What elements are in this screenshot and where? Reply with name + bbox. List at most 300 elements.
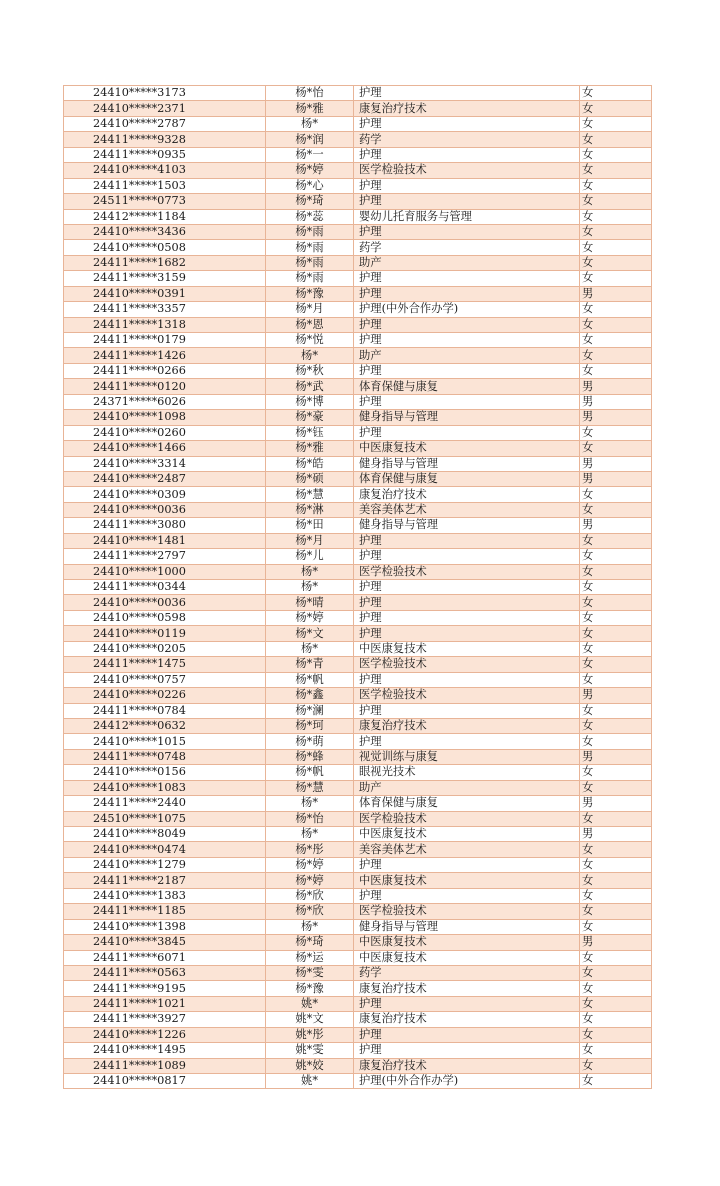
major-cell: 医学检验技术: [354, 811, 580, 826]
gender-cell: 女: [580, 549, 652, 564]
major-cell: 护理: [354, 580, 580, 595]
student-id-cell: 24410*****0391: [64, 286, 266, 301]
gender-cell: 女: [580, 965, 652, 980]
table-row: [64, 363, 652, 378]
major-cell: 护理: [354, 672, 580, 687]
table-row: [64, 595, 652, 610]
major-cell: 护理: [354, 425, 580, 440]
table-row: [64, 749, 652, 764]
student-id-cell: 24411*****0935: [64, 147, 266, 162]
major-cell: 护理: [354, 549, 580, 564]
student-id-cell: 24411*****1089: [64, 1058, 266, 1073]
student-name-cell: 杨*: [266, 564, 354, 579]
student-name-cell: 杨*婷: [266, 163, 354, 178]
student-name-cell: 杨*皓: [266, 456, 354, 471]
table-row: [64, 425, 652, 440]
major-cell: 药学: [354, 965, 580, 980]
student-name-cell: 杨*雨: [266, 255, 354, 270]
gender-cell: 女: [580, 487, 652, 502]
gender-cell: 女: [580, 194, 652, 209]
student-name-cell: 杨*淋: [266, 502, 354, 517]
student-name-cell: 杨*婷: [266, 610, 354, 625]
student-name-cell: 杨*帆: [266, 765, 354, 780]
student-name-cell: 杨*青: [266, 657, 354, 672]
table-row: [64, 672, 652, 687]
student-name-cell: 姚*姣: [266, 1058, 354, 1073]
student-name-cell: 杨*心: [266, 178, 354, 193]
major-cell: 康复治疗技术: [354, 1058, 580, 1073]
gender-cell: 女: [580, 1058, 652, 1073]
major-cell: 体育保健与康复: [354, 796, 580, 811]
table-row: [64, 1058, 652, 1073]
student-name-cell: 杨*田: [266, 518, 354, 533]
major-cell: 药学: [354, 240, 580, 255]
student-id-cell: 24411*****1682: [64, 255, 266, 270]
table-row: [64, 101, 652, 116]
gender-cell: 女: [580, 86, 652, 101]
gender-cell: 女: [580, 178, 652, 193]
student-name-cell: 杨*博: [266, 394, 354, 409]
gender-cell: 女: [580, 101, 652, 116]
student-name-cell: 杨*硕: [266, 471, 354, 486]
major-cell: 视觉训练与康复: [354, 749, 580, 764]
major-cell: 护理: [354, 888, 580, 903]
student-id-cell: 24410*****1000: [64, 564, 266, 579]
student-id-cell: 24411*****0344: [64, 580, 266, 595]
student-id-cell: 24411*****3159: [64, 271, 266, 286]
student-name-cell: 杨*雯: [266, 965, 354, 980]
student-id-cell: 24410*****3314: [64, 456, 266, 471]
table-row: [64, 1027, 652, 1042]
table-row: [64, 1074, 652, 1089]
student-name-cell: 杨*恩: [266, 317, 354, 332]
major-cell: 健身指导与管理: [354, 518, 580, 533]
table-row: [64, 302, 652, 317]
table-row: [64, 487, 652, 502]
table-row: [64, 827, 652, 842]
student-id-cell: 24411*****3080: [64, 518, 266, 533]
student-id-cell: 24410*****0260: [64, 425, 266, 440]
major-cell: 护理: [354, 610, 580, 625]
student-id-cell: 24411*****1185: [64, 904, 266, 919]
student-id-cell: 24411*****0179: [64, 333, 266, 348]
student-name-cell: 杨*鑫: [266, 688, 354, 703]
student-name-cell: 杨*慧: [266, 487, 354, 502]
table-row: [64, 163, 652, 178]
gender-cell: 男: [580, 410, 652, 425]
student-id-cell: 24411*****0266: [64, 363, 266, 378]
major-cell: 医学检验技术: [354, 657, 580, 672]
student-name-cell: 杨*雨: [266, 240, 354, 255]
student-id-cell: 24410*****1383: [64, 888, 266, 903]
table-row: [64, 271, 652, 286]
table-row: [64, 796, 652, 811]
major-cell: 护理: [354, 394, 580, 409]
student-list-table: [63, 85, 652, 1089]
major-cell: 护理: [354, 333, 580, 348]
gender-cell: 女: [580, 873, 652, 888]
table-row: [64, 1012, 652, 1027]
table-row: [64, 1043, 652, 1058]
table-row: [64, 780, 652, 795]
table-row: [64, 209, 652, 224]
major-cell: 助产: [354, 348, 580, 363]
student-id-cell: 24410*****1398: [64, 919, 266, 934]
table-row: [64, 178, 652, 193]
major-cell: 助产: [354, 780, 580, 795]
table-row: [64, 811, 652, 826]
table-row: [64, 718, 652, 733]
gender-cell: 女: [580, 363, 652, 378]
student-id-cell: 24411*****6071: [64, 950, 266, 965]
major-cell: 健身指导与管理: [354, 456, 580, 471]
gender-cell: 女: [580, 132, 652, 147]
student-name-cell: 杨*雅: [266, 441, 354, 456]
student-name-cell: 杨*豪: [266, 410, 354, 425]
gender-cell: 女: [580, 333, 652, 348]
student-id-cell: 24410*****1495: [64, 1043, 266, 1058]
student-name-cell: 杨*: [266, 580, 354, 595]
table-row: [64, 873, 652, 888]
student-name-cell: 杨*: [266, 348, 354, 363]
student-name-cell: 杨*雅: [266, 101, 354, 116]
major-cell: 中医康复技术: [354, 827, 580, 842]
gender-cell: 女: [580, 703, 652, 718]
gender-cell: 女: [580, 580, 652, 595]
student-id-cell: 24411*****1318: [64, 317, 266, 332]
student-name-cell: 杨*钰: [266, 425, 354, 440]
table-row: [64, 194, 652, 209]
major-cell: 康复治疗技术: [354, 101, 580, 116]
gender-cell: 男: [580, 394, 652, 409]
major-cell: 康复治疗技术: [354, 718, 580, 733]
student-id-cell: 24411*****9328: [64, 132, 266, 147]
student-name-cell: 杨*婷: [266, 873, 354, 888]
gender-cell: 男: [580, 379, 652, 394]
student-id-cell: 24411*****1475: [64, 657, 266, 672]
table-row: [64, 132, 652, 147]
table-row: [64, 317, 652, 332]
student-name-cell: 杨*澜: [266, 703, 354, 718]
gender-cell: 女: [580, 919, 652, 934]
gender-cell: 女: [580, 626, 652, 641]
major-cell: 体育保健与康复: [354, 379, 580, 394]
major-cell: 护理: [354, 734, 580, 749]
student-id-cell: 24411*****2187: [64, 873, 266, 888]
gender-cell: 男: [580, 827, 652, 842]
major-cell: 中医康复技术: [354, 935, 580, 950]
major-cell: 医学检验技术: [354, 163, 580, 178]
gender-cell: 男: [580, 286, 652, 301]
gender-cell: 女: [580, 441, 652, 456]
table-row: [64, 935, 652, 950]
major-cell: 护理: [354, 1027, 580, 1042]
student-id-cell: 24410*****0817: [64, 1074, 266, 1089]
student-id-cell: 24410*****3436: [64, 224, 266, 239]
table-row: [64, 471, 652, 486]
table-row: [64, 904, 652, 919]
gender-cell: 女: [580, 271, 652, 286]
gender-cell: 女: [580, 1027, 652, 1042]
student-id-cell: 24410*****8049: [64, 827, 266, 842]
student-name-cell: 杨*: [266, 827, 354, 842]
student-id-cell: 24410*****1466: [64, 441, 266, 456]
student-id-cell: 24410*****4103: [64, 163, 266, 178]
gender-cell: 女: [580, 425, 652, 440]
gender-cell: 女: [580, 641, 652, 656]
gender-cell: 女: [580, 842, 652, 857]
gender-cell: 女: [580, 734, 652, 749]
student-id-cell: 24410*****0474: [64, 842, 266, 857]
student-id-cell: 24411*****0784: [64, 703, 266, 718]
student-id-cell: 24410*****2487: [64, 471, 266, 486]
student-name-cell: 杨*蜂: [266, 749, 354, 764]
gender-cell: 女: [580, 1012, 652, 1027]
major-cell: 护理: [354, 996, 580, 1011]
student-name-cell: 杨*: [266, 919, 354, 934]
gender-cell: 女: [580, 981, 652, 996]
student-id-cell: 24411*****2440: [64, 796, 266, 811]
major-cell: 护理: [354, 1043, 580, 1058]
major-cell: 助产: [354, 255, 580, 270]
major-cell: 护理: [354, 857, 580, 872]
student-name-cell: 杨*琦: [266, 194, 354, 209]
table-row: [64, 147, 652, 162]
student-name-cell: 姚*文: [266, 1012, 354, 1027]
student-name-cell: 杨*帆: [266, 672, 354, 687]
student-id-cell: 24410*****0036: [64, 502, 266, 517]
gender-cell: 男: [580, 749, 652, 764]
major-cell: 护理: [354, 286, 580, 301]
student-id-cell: 24411*****1426: [64, 348, 266, 363]
major-cell: 护理: [354, 116, 580, 131]
major-cell: 美容美体艺术: [354, 842, 580, 857]
table-row: [64, 626, 652, 641]
student-id-cell: 24410*****3845: [64, 935, 266, 950]
table-row: [64, 857, 652, 872]
table-row: [64, 580, 652, 595]
student-name-cell: 杨*儿: [266, 549, 354, 564]
student-id-cell: 24411*****0563: [64, 965, 266, 980]
student-name-cell: 杨*珂: [266, 718, 354, 733]
table-row: [64, 688, 652, 703]
gender-cell: 女: [580, 811, 652, 826]
table-row: [64, 549, 652, 564]
gender-cell: 女: [580, 209, 652, 224]
table-row: [64, 765, 652, 780]
student-name-cell: 杨*雨: [266, 271, 354, 286]
student-name-cell: 杨*琦: [266, 935, 354, 950]
student-name-cell: 杨*文: [266, 626, 354, 641]
student-id-cell: 24411*****3357: [64, 302, 266, 317]
table-row: [64, 410, 652, 425]
major-cell: 护理(中外合作办学): [354, 302, 580, 317]
major-cell: 护理(中外合作办学): [354, 1074, 580, 1089]
table-row: [64, 981, 652, 996]
gender-cell: 男: [580, 518, 652, 533]
table-row: [64, 348, 652, 363]
table-row: [64, 657, 652, 672]
table-row: [64, 641, 652, 656]
student-name-cell: 杨*月: [266, 302, 354, 317]
student-name-cell: 杨*悦: [266, 333, 354, 348]
student-id-cell: 24411*****2797: [64, 549, 266, 564]
student-id-cell: 24410*****0226: [64, 688, 266, 703]
gender-cell: 女: [580, 904, 652, 919]
major-cell: 中医康复技术: [354, 950, 580, 965]
table-row: [64, 286, 652, 301]
gender-cell: 女: [580, 765, 652, 780]
gender-cell: 女: [580, 533, 652, 548]
table-row: [64, 564, 652, 579]
student-id-cell: 24410*****2371: [64, 101, 266, 116]
gender-cell: 女: [580, 564, 652, 579]
major-cell: 健身指导与管理: [354, 410, 580, 425]
student-name-cell: 杨*: [266, 116, 354, 131]
student-id-cell: 24411*****1503: [64, 178, 266, 193]
table-row: [64, 255, 652, 270]
gender-cell: 男: [580, 935, 652, 950]
table-row: [64, 502, 652, 517]
student-id-cell: 24411*****3927: [64, 1012, 266, 1027]
gender-cell: 女: [580, 672, 652, 687]
student-id-cell: 24410*****1015: [64, 734, 266, 749]
major-cell: 护理: [354, 271, 580, 286]
student-id-cell: 24410*****0205: [64, 641, 266, 656]
table-row: [64, 703, 652, 718]
table-row: [64, 965, 652, 980]
student-name-cell: 杨*豫: [266, 286, 354, 301]
gender-cell: 男: [580, 688, 652, 703]
major-cell: 护理: [354, 626, 580, 641]
gender-cell: 女: [580, 302, 652, 317]
table-row: [64, 950, 652, 965]
student-name-cell: 姚*彤: [266, 1027, 354, 1042]
table-row: [64, 379, 652, 394]
gender-cell: 女: [580, 224, 652, 239]
student-name-cell: 杨*萌: [266, 734, 354, 749]
gender-cell: 女: [580, 888, 652, 903]
student-name-cell: 杨*豫: [266, 981, 354, 996]
student-id-cell: 24410*****1481: [64, 533, 266, 548]
major-cell: 护理: [354, 224, 580, 239]
major-cell: 护理: [354, 317, 580, 332]
student-id-cell: 24410*****0036: [64, 595, 266, 610]
major-cell: 健身指导与管理: [354, 919, 580, 934]
gender-cell: 男: [580, 796, 652, 811]
student-name-cell: 杨*润: [266, 132, 354, 147]
student-name-cell: 姚*雯: [266, 1043, 354, 1058]
major-cell: 护理: [354, 86, 580, 101]
major-cell: 中医康复技术: [354, 641, 580, 656]
student-id-cell: 24410*****0309: [64, 487, 266, 502]
student-name-cell: 杨*武: [266, 379, 354, 394]
student-name-cell: 杨*雨: [266, 224, 354, 239]
student-id-cell: 24412*****0632: [64, 718, 266, 733]
student-name-cell: 杨*秋: [266, 363, 354, 378]
gender-cell: 女: [580, 317, 652, 332]
major-cell: 康复治疗技术: [354, 487, 580, 502]
student-name-cell: 杨*晴: [266, 595, 354, 610]
student-name-cell: 杨*怡: [266, 811, 354, 826]
table-row: [64, 919, 652, 934]
gender-cell: 女: [580, 116, 652, 131]
major-cell: 体育保健与康复: [354, 471, 580, 486]
gender-cell: 女: [580, 163, 652, 178]
major-cell: 中医康复技术: [354, 441, 580, 456]
major-cell: 护理: [354, 595, 580, 610]
student-name-cell: 杨*一: [266, 147, 354, 162]
table-row: [64, 533, 652, 548]
table-row: [64, 456, 652, 471]
table-row: [64, 610, 652, 625]
gender-cell: 女: [580, 996, 652, 1011]
student-id-cell: 24410*****1083: [64, 780, 266, 795]
gender-cell: 女: [580, 610, 652, 625]
student-id-cell: 24410*****3173: [64, 86, 266, 101]
major-cell: 眼视光技术: [354, 765, 580, 780]
gender-cell: 男: [580, 456, 652, 471]
student-id-cell: 24411*****1021: [64, 996, 266, 1011]
table-row: [64, 518, 652, 533]
student-name-cell: 姚*: [266, 996, 354, 1011]
major-cell: 中医康复技术: [354, 873, 580, 888]
gender-cell: 女: [580, 1043, 652, 1058]
student-id-cell: 24411*****0748: [64, 749, 266, 764]
student-name-cell: 杨*欣: [266, 904, 354, 919]
gender-cell: 女: [580, 718, 652, 733]
student-id-cell: 24411*****9195: [64, 981, 266, 996]
table-row: [64, 224, 652, 239]
student-name-cell: 杨*彤: [266, 842, 354, 857]
table-row: [64, 394, 652, 409]
student-name-cell: 杨*月: [266, 533, 354, 548]
student-name-cell: 杨*: [266, 796, 354, 811]
student-id-cell: 24371*****6026: [64, 394, 266, 409]
table-row: [64, 996, 652, 1011]
major-cell: 医学检验技术: [354, 904, 580, 919]
table-row: [64, 86, 652, 101]
gender-cell: 女: [580, 240, 652, 255]
student-id-cell: 24410*****2787: [64, 116, 266, 131]
student-name-cell: 杨*怡: [266, 86, 354, 101]
major-cell: 护理: [354, 194, 580, 209]
student-id-cell: 24412*****1184: [64, 209, 266, 224]
table-row: [64, 333, 652, 348]
gender-cell: 男: [580, 471, 652, 486]
student-id-cell: 24410*****0757: [64, 672, 266, 687]
major-cell: 康复治疗技术: [354, 1012, 580, 1027]
student-name-cell: 杨*慧: [266, 780, 354, 795]
table-row: [64, 888, 652, 903]
gender-cell: 女: [580, 348, 652, 363]
student-id-cell: 24410*****1098: [64, 410, 266, 425]
table-row: [64, 116, 652, 131]
student-name-cell: 杨*婷: [266, 857, 354, 872]
student-id-cell: 24410*****0508: [64, 240, 266, 255]
student-id-cell: 24510*****1075: [64, 811, 266, 826]
table-body: [64, 86, 652, 1089]
major-cell: 美容美体艺术: [354, 502, 580, 517]
major-cell: 护理: [354, 703, 580, 718]
student-name-cell: 杨*运: [266, 950, 354, 965]
student-id-cell: 24410*****0598: [64, 610, 266, 625]
table-row: [64, 842, 652, 857]
gender-cell: 女: [580, 1074, 652, 1089]
student-id-cell: 24410*****0156: [64, 765, 266, 780]
gender-cell: 女: [580, 502, 652, 517]
major-cell: 医学检验技术: [354, 688, 580, 703]
